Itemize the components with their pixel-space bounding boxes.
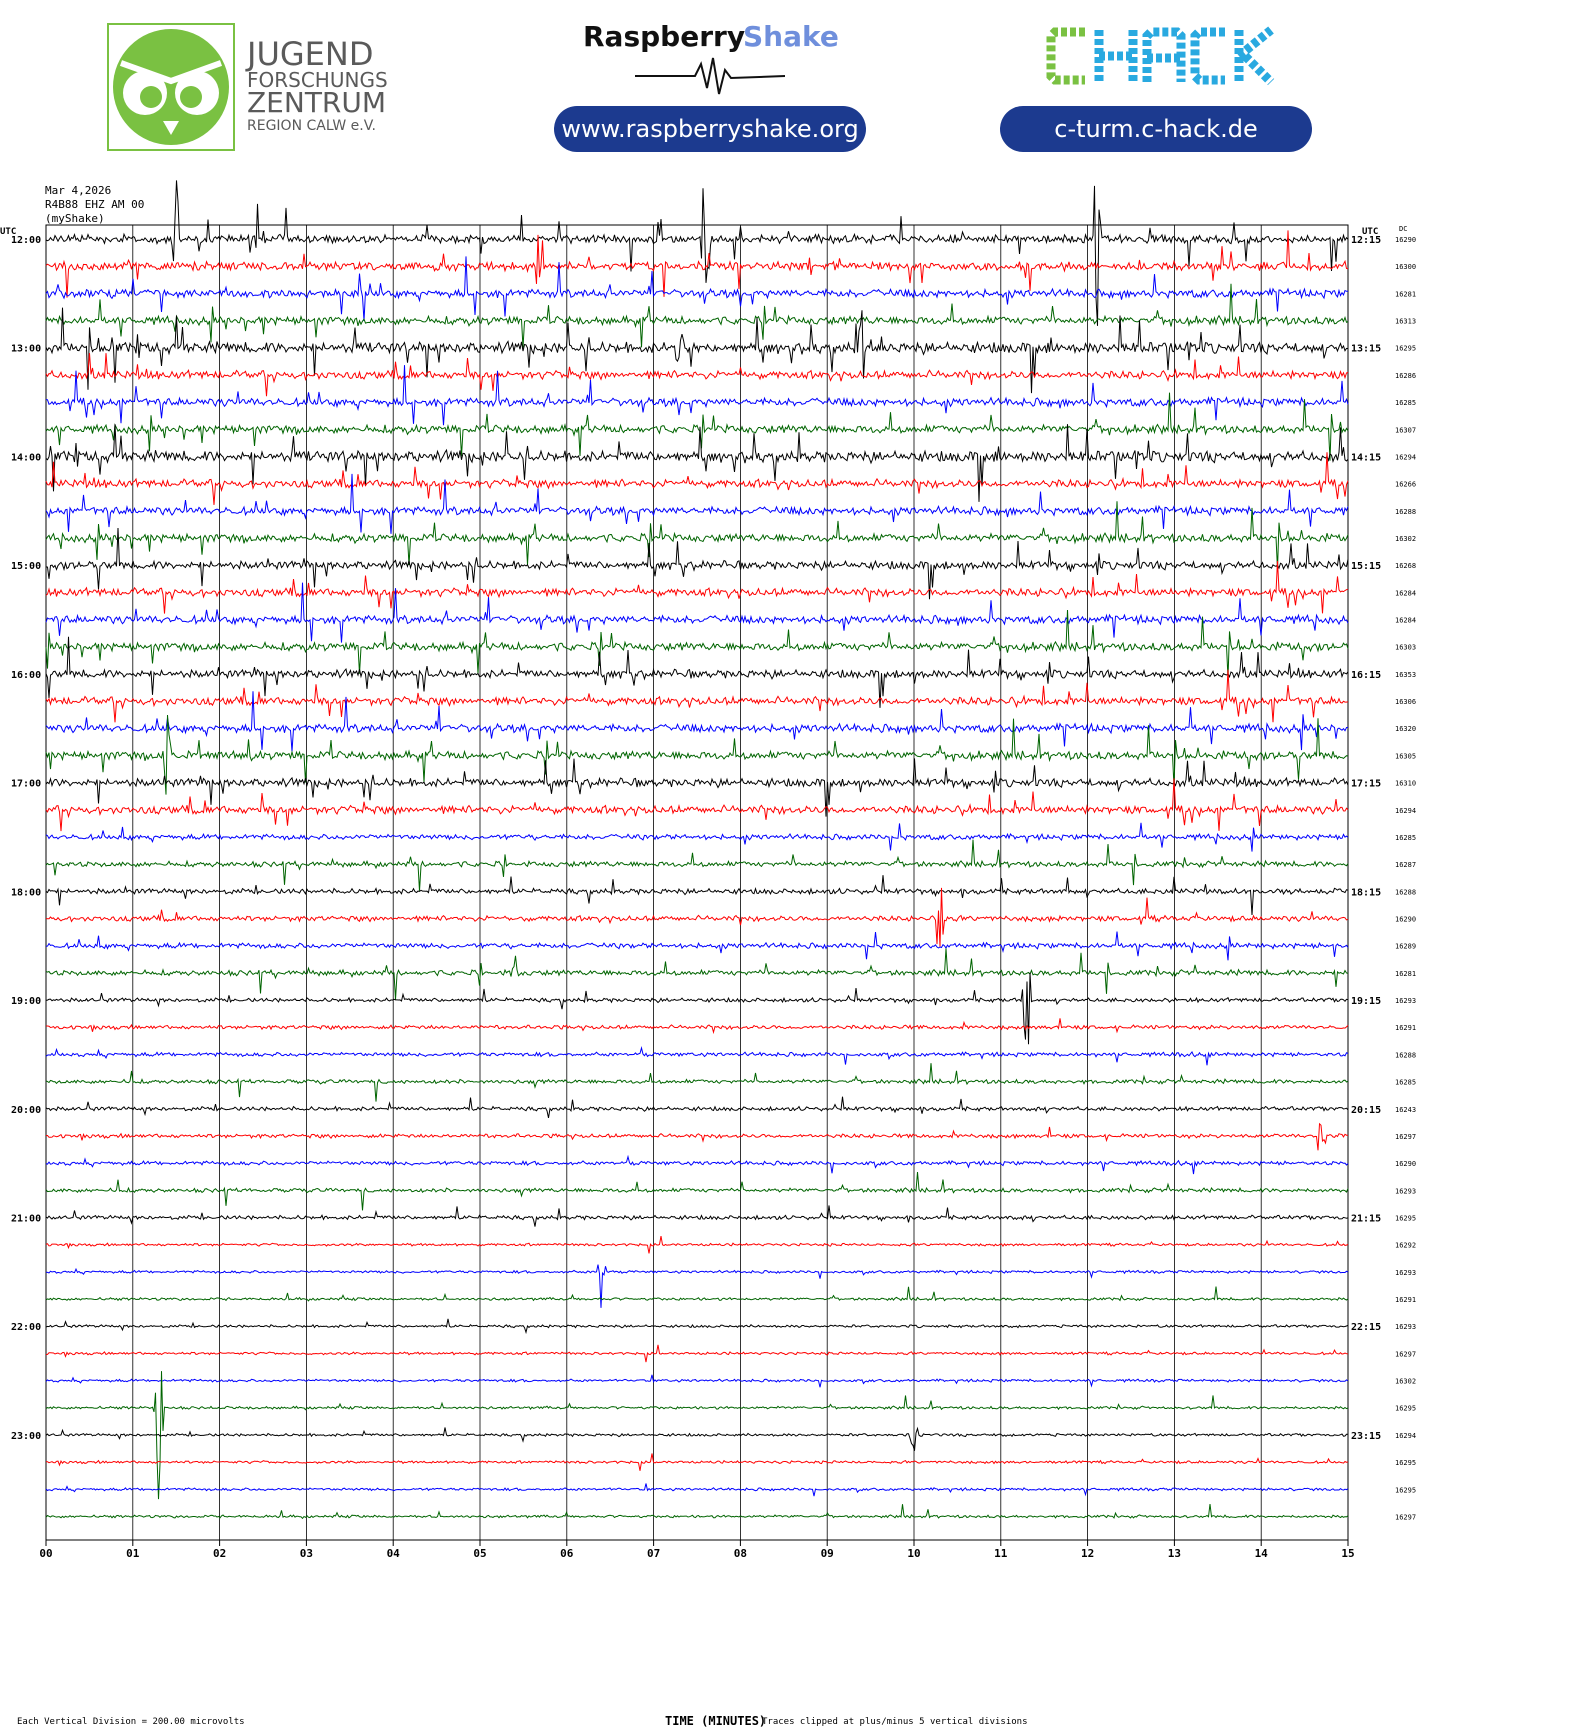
seismic-trace xyxy=(46,973,1348,1044)
station-channel: R4B88 EHZ AM 00 xyxy=(45,198,145,211)
dc-value: 16293 xyxy=(1395,997,1417,1006)
axis-labels xyxy=(0,225,1416,1560)
right-axis-label: UTC xyxy=(1362,227,1379,237)
seismic-trace xyxy=(46,1265,1348,1308)
dc-value: 16297 xyxy=(1395,1350,1417,1359)
raspberryshake-url-badge[interactable]: www.raspberryshake.org xyxy=(554,106,866,152)
x-tick-label: 03 xyxy=(299,1547,314,1560)
left-time-label: 14:00 xyxy=(11,452,42,464)
dc-value: 16305 xyxy=(1395,752,1417,761)
left-time-label: 23:00 xyxy=(11,1430,42,1442)
dc-value: 16303 xyxy=(1395,643,1417,652)
seismic-trace xyxy=(46,1454,1348,1471)
seismic-trace xyxy=(46,715,1348,795)
x-tick-label: 10 xyxy=(907,1547,921,1560)
right-time-label: 21:15 xyxy=(1351,1213,1382,1225)
station-date: Mar 4,2026 xyxy=(45,184,112,197)
dc-value: 16294 xyxy=(1395,806,1417,815)
right-time-label: 17:15 xyxy=(1351,778,1382,790)
right-time-label: 20:15 xyxy=(1351,1104,1382,1116)
jfz-line-3: ZENTRUM xyxy=(247,86,387,119)
dc-value: 16281 xyxy=(1395,290,1417,299)
dc-value: 16284 xyxy=(1395,589,1417,598)
dc-value: 16295 xyxy=(1395,1486,1417,1495)
chack-url-badge[interactable]: c-turm.c-hack.de xyxy=(1000,106,1312,152)
right-time-label: 22:15 xyxy=(1351,1322,1382,1334)
raspberry-word: Raspberry xyxy=(583,20,746,53)
seismic-trace xyxy=(46,1172,1348,1210)
x-tick-label: 15 xyxy=(1341,1547,1355,1560)
x-tick-label: 07 xyxy=(646,1547,661,1560)
left-time-label: 22:00 xyxy=(11,1322,42,1334)
x-tick-label: 11 xyxy=(994,1547,1008,1560)
dc-value: 16290 xyxy=(1395,915,1417,924)
seismic-trace xyxy=(46,1287,1348,1301)
dc-value: 16281 xyxy=(1395,969,1417,978)
footer-clip-note: Traces clipped at plus/minus 5 vertical divisions xyxy=(762,1717,1028,1727)
seismic-trace xyxy=(46,230,1348,297)
left-time-label: 21:00 xyxy=(11,1213,42,1225)
dc-value: 16292 xyxy=(1395,1241,1417,1250)
jfz-line-4: REGION CALW e.V. xyxy=(247,118,376,134)
station-source: (myShake) xyxy=(45,212,105,225)
dc-value: 16288 xyxy=(1395,1051,1417,1060)
dc-value: 16291 xyxy=(1395,1296,1417,1305)
right-time-label: 19:15 xyxy=(1351,996,1382,1008)
left-time-label: 12:00 xyxy=(11,235,42,246)
dc-value: 16293 xyxy=(1395,1187,1417,1196)
dc-value: 16313 xyxy=(1395,317,1417,326)
dc-value: 16288 xyxy=(1395,507,1417,516)
seismic-trace xyxy=(46,948,1348,999)
dc-value: 16310 xyxy=(1395,779,1417,788)
x-tick-label: 04 xyxy=(386,1547,400,1560)
x-tick-label: 09 xyxy=(820,1547,834,1560)
seismic-trace xyxy=(46,823,1348,852)
seismic-trace xyxy=(46,424,1348,502)
left-axis-label: UTC xyxy=(0,227,17,237)
seismic-trace xyxy=(46,1504,1348,1518)
seismic-trace xyxy=(46,1319,1348,1333)
dc-value: 16302 xyxy=(1395,1377,1417,1386)
x-tick-label: 12 xyxy=(1080,1547,1095,1560)
dc-value: 16294 xyxy=(1395,453,1417,462)
seismic-trace xyxy=(46,670,1348,723)
dc-value: 16284 xyxy=(1395,616,1417,625)
seismic-trace xyxy=(46,875,1348,915)
dc-value: 16293 xyxy=(1395,1323,1417,1332)
seismic-trace xyxy=(46,888,1348,947)
dc-value: 16295 xyxy=(1395,344,1417,353)
dc-value: 16290 xyxy=(1395,1160,1417,1169)
x-tick-label: 06 xyxy=(560,1547,574,1560)
dc-value: 16286 xyxy=(1395,371,1417,380)
left-time-label: 18:00 xyxy=(11,887,42,899)
right-time-label: 13:15 xyxy=(1351,343,1382,355)
dc-value: 16288 xyxy=(1395,888,1417,897)
seismic-trace xyxy=(46,932,1348,961)
seismic-trace xyxy=(46,1048,1348,1065)
dc-value: 16300 xyxy=(1395,263,1417,272)
dc-value: 16307 xyxy=(1395,426,1417,435)
seismic-trace xyxy=(46,1428,1348,1451)
seismic-trace xyxy=(46,452,1348,505)
x-tick-label: 08 xyxy=(733,1547,748,1560)
dc-value: 16291 xyxy=(1395,1024,1417,1033)
dc-value: 16295 xyxy=(1395,1459,1417,1468)
seismic-trace xyxy=(46,1375,1348,1388)
left-time-label: 16:00 xyxy=(11,669,42,681)
dc-value: 16302 xyxy=(1395,534,1417,543)
seismic-trace xyxy=(46,840,1348,891)
right-time-label: 15:15 xyxy=(1351,561,1382,573)
dc-value: 16290 xyxy=(1395,236,1417,244)
jfz-line-2: FORSCHUNGS xyxy=(247,68,388,92)
x-tick-label: 14 xyxy=(1254,1547,1268,1560)
dc-value: 16285 xyxy=(1395,399,1417,408)
seismic-trace xyxy=(46,1205,1348,1226)
dc-value: 16266 xyxy=(1395,480,1417,489)
dc-value: 16285 xyxy=(1395,1078,1417,1087)
seismic-trace xyxy=(46,1063,1348,1101)
x-tick-label: 02 xyxy=(212,1547,227,1560)
seismic-trace xyxy=(46,1236,1348,1253)
seismic-traces xyxy=(46,180,1348,1518)
seismic-trace xyxy=(46,1345,1348,1362)
dc-value: 16295 xyxy=(1395,1214,1417,1223)
seismic-trace xyxy=(46,180,1348,326)
seismic-trace xyxy=(46,1124,1348,1151)
x-tick-label: 01 xyxy=(126,1547,140,1560)
dc-value: 16268 xyxy=(1395,562,1417,571)
dc-value: 16294 xyxy=(1395,1431,1417,1440)
seismic-trace xyxy=(46,353,1348,396)
dc-value: 16243 xyxy=(1395,1105,1417,1114)
dc-value: 16287 xyxy=(1395,861,1417,870)
dc-value: 16306 xyxy=(1395,698,1417,707)
dc-value: 16297 xyxy=(1395,1132,1417,1141)
x-tick-label: 05 xyxy=(473,1547,487,1560)
shake-word: Shake xyxy=(743,20,839,53)
left-time-label: 15:00 xyxy=(11,561,42,573)
right-time-label: 14:15 xyxy=(1351,452,1382,464)
right-time-label: 16:15 xyxy=(1351,669,1382,681)
right-time-label: 12:15 xyxy=(1351,235,1382,246)
dc-value: 16285 xyxy=(1395,833,1417,842)
seismic-trace xyxy=(46,1157,1348,1174)
x-axis-title: TIME (MINUTES) xyxy=(665,1714,767,1728)
left-time-label: 13:00 xyxy=(11,343,42,355)
left-time-label: 19:00 xyxy=(11,996,42,1008)
right-time-label: 23:15 xyxy=(1351,1430,1382,1442)
left-time-label: 20:00 xyxy=(11,1104,42,1116)
seismic-trace xyxy=(46,778,1348,831)
plot-frame xyxy=(46,225,1348,1540)
seismic-trace xyxy=(46,1018,1348,1032)
footer-scale-note: Each Vertical Division = 200.00 microvolts xyxy=(17,1717,245,1727)
right-time-label: 18:15 xyxy=(1351,887,1382,899)
seismic-trace xyxy=(46,1097,1348,1118)
seismic-trace xyxy=(46,1484,1348,1497)
dc-value: 16297 xyxy=(1395,1513,1417,1522)
dc-value: 16353 xyxy=(1395,670,1417,679)
dc-value: 16295 xyxy=(1395,1404,1417,1413)
x-tick-label: 00 xyxy=(39,1547,53,1560)
left-time-label: 17:00 xyxy=(11,778,42,790)
x-tick-label: 13 xyxy=(1167,1547,1182,1560)
dc-value: 16289 xyxy=(1395,942,1417,951)
minute-grid xyxy=(46,225,1348,1546)
dc-label: DC xyxy=(1399,225,1408,233)
dc-value: 16320 xyxy=(1395,725,1417,734)
jfz-line-1: JUGEND xyxy=(247,35,374,73)
dc-value: 16293 xyxy=(1395,1268,1417,1277)
